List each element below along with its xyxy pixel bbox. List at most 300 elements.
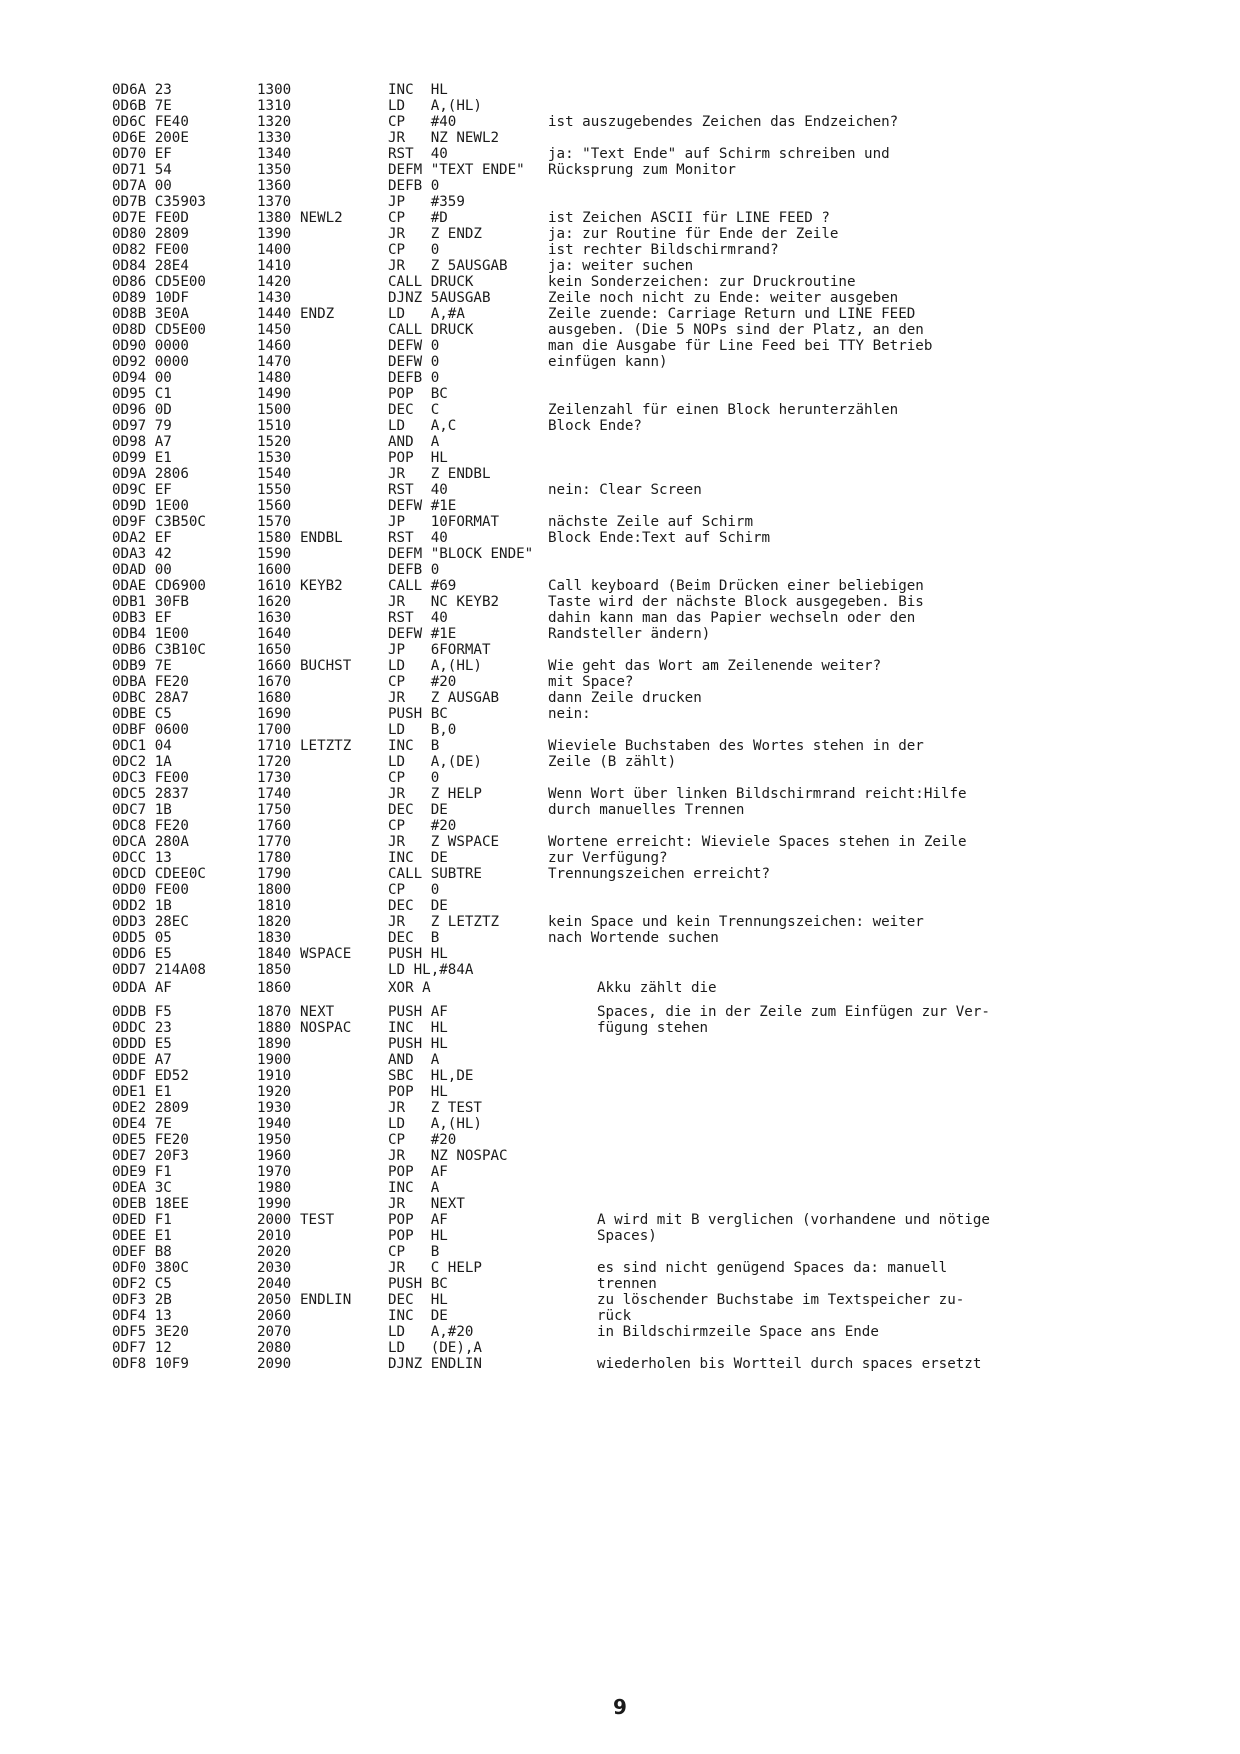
comment-text: trennen bbox=[597, 1276, 657, 1292]
address-hex: 0DDD E5 bbox=[112, 1036, 172, 1052]
line-number: 1550 bbox=[257, 482, 292, 498]
listing-row bbox=[0, 386, 1240, 403]
listing-row bbox=[0, 114, 1240, 131]
address-hex: 0D95 C1 bbox=[112, 386, 172, 402]
asm-label: NEWL2 bbox=[300, 210, 343, 226]
address-hex: 0DC7 1B bbox=[112, 802, 172, 818]
comment-text: kein Space und kein Trennungszeichen: weiter bbox=[548, 914, 924, 930]
listing-row bbox=[0, 1180, 1240, 1197]
address-hex: 0DF4 13 bbox=[112, 1308, 172, 1324]
instruction: DEFM "TEXT ENDE" bbox=[388, 162, 525, 178]
address-hex: 0D99 E1 bbox=[112, 450, 172, 466]
address-hex: 0DE5 FE20 bbox=[112, 1132, 189, 1148]
line-number: 1320 bbox=[257, 114, 292, 130]
line-number: 1370 bbox=[257, 194, 292, 210]
instruction: CP #20 bbox=[388, 818, 457, 834]
instruction: LD A,(HL) bbox=[388, 1116, 482, 1132]
comment-text: ausgeben. (Die 5 NOPs sind der Platz, an den bbox=[548, 322, 924, 338]
address-hex: 0D8B 3E0A bbox=[112, 306, 189, 322]
address-hex: 0DD6 E5 bbox=[112, 946, 172, 962]
asm-label: ENDZ bbox=[300, 306, 335, 322]
listing-row bbox=[0, 338, 1240, 355]
asm-label: KEYB2 bbox=[300, 578, 343, 594]
line-number: 1340 bbox=[257, 146, 292, 162]
listing-row bbox=[0, 802, 1240, 819]
line-number: 1890 bbox=[257, 1036, 292, 1052]
line-number: 1960 bbox=[257, 1148, 292, 1164]
listing-row bbox=[0, 722, 1240, 739]
address-hex: 0DBF 0600 bbox=[112, 722, 189, 738]
instruction: INC B bbox=[388, 738, 440, 754]
line-number: 1430 bbox=[257, 290, 292, 306]
listing-row bbox=[0, 818, 1240, 835]
line-number: 2010 bbox=[257, 1228, 292, 1244]
instruction: POP HL bbox=[388, 1228, 448, 1244]
instruction: POP BC bbox=[388, 386, 448, 402]
instruction: CP #D bbox=[388, 210, 448, 226]
line-number: 1310 bbox=[257, 98, 292, 114]
listing-row bbox=[0, 258, 1240, 275]
address-hex: 0DA3 42 bbox=[112, 546, 172, 562]
comment-text: Wieviele Buchstaben des Wortes stehen in der bbox=[548, 738, 924, 754]
instruction: DEFW #1E bbox=[388, 498, 457, 514]
listing-row bbox=[0, 530, 1240, 547]
address-hex: 0DDB F5 bbox=[112, 1004, 172, 1020]
listing-row bbox=[0, 1260, 1240, 1277]
comment-text: fügung stehen bbox=[597, 1020, 709, 1036]
address-hex: 0DDC 23 bbox=[112, 1020, 172, 1036]
listing-row bbox=[0, 946, 1240, 963]
instruction: LD A,(DE) bbox=[388, 754, 482, 770]
line-number: 1360 bbox=[257, 178, 292, 194]
comment-text: in Bildschirmzeile Space ans Ende bbox=[597, 1324, 879, 1340]
address-hex: 0DD3 28EC bbox=[112, 914, 189, 930]
line-number: 1980 bbox=[257, 1180, 292, 1196]
listing-row bbox=[0, 1148, 1240, 1165]
address-hex: 0DBE C5 bbox=[112, 706, 172, 722]
instruction: JR NEXT bbox=[388, 1196, 465, 1212]
line-number: 1720 bbox=[257, 754, 292, 770]
line-number: 1350 bbox=[257, 162, 292, 178]
instruction: SBC HL,DE bbox=[388, 1068, 474, 1084]
line-number: 1950 bbox=[257, 1132, 292, 1148]
address-hex: 0DF2 C5 bbox=[112, 1276, 172, 1292]
instruction: DEC C bbox=[388, 402, 440, 418]
listing-row bbox=[0, 866, 1240, 883]
line-number: 1870 bbox=[257, 1004, 292, 1020]
instruction: DEFB 0 bbox=[388, 178, 440, 194]
listing-row bbox=[0, 658, 1240, 675]
comment-text: nein: bbox=[548, 706, 591, 722]
instruction: DEFW 0 bbox=[388, 354, 440, 370]
line-number: 2060 bbox=[257, 1308, 292, 1324]
address-hex: 0D84 28E4 bbox=[112, 258, 189, 274]
listing-row bbox=[0, 706, 1240, 723]
instruction: RST 40 bbox=[388, 530, 448, 546]
listing-row bbox=[0, 930, 1240, 947]
address-hex: 0DE9 F1 bbox=[112, 1164, 172, 1180]
listing-row bbox=[0, 770, 1240, 787]
instruction: CALL #69 bbox=[388, 578, 457, 594]
listing-row bbox=[0, 402, 1240, 419]
comment-text: Randsteller ändern) bbox=[548, 626, 711, 642]
line-number: 1580 bbox=[257, 530, 292, 546]
line-number: 1910 bbox=[257, 1068, 292, 1084]
asm-label: ENDLIN bbox=[300, 1292, 352, 1308]
line-number: 2080 bbox=[257, 1340, 292, 1356]
address-hex: 0D9D 1E00 bbox=[112, 498, 189, 514]
listing-row bbox=[0, 738, 1240, 755]
comment-text: Zeile (B zählt) bbox=[548, 754, 677, 770]
instruction: LD A,(HL) bbox=[388, 658, 482, 674]
comment-text: ja: weiter suchen bbox=[548, 258, 694, 274]
listing-row bbox=[0, 242, 1240, 259]
line-number: 1460 bbox=[257, 338, 292, 354]
listing-row bbox=[0, 194, 1240, 211]
instruction: JR Z ENDBL bbox=[388, 466, 491, 482]
line-number: 1570 bbox=[257, 514, 292, 530]
comment-text: Rücksprung zum Monitor bbox=[548, 162, 736, 178]
address-hex: 0DC5 2837 bbox=[112, 786, 189, 802]
listing-row bbox=[0, 450, 1240, 467]
instruction: CALL DRUCK bbox=[388, 274, 474, 290]
line-number: 1930 bbox=[257, 1100, 292, 1116]
listing-row bbox=[0, 1340, 1240, 1357]
listing-row bbox=[0, 274, 1240, 291]
listing-row bbox=[0, 850, 1240, 867]
line-number: 1750 bbox=[257, 802, 292, 818]
comment-text: A wird mit B verglichen (vorhandene und nötige bbox=[597, 1212, 990, 1228]
instruction: JR NZ NOSPAC bbox=[388, 1148, 508, 1164]
line-number: 1710 bbox=[257, 738, 292, 754]
address-hex: 0D6A 23 bbox=[112, 82, 172, 98]
instruction: JR Z AUSGAB bbox=[388, 690, 500, 706]
instruction: POP HL bbox=[388, 1084, 448, 1100]
listing-row bbox=[0, 1244, 1240, 1261]
listing-row bbox=[0, 642, 1240, 659]
listing-row bbox=[0, 210, 1240, 227]
listing-row bbox=[0, 98, 1240, 115]
line-number: 1670 bbox=[257, 674, 292, 690]
address-hex: 0DF5 3E20 bbox=[112, 1324, 189, 1340]
listing-row bbox=[0, 562, 1240, 579]
address-hex: 0D97 79 bbox=[112, 418, 172, 434]
instruction: PUSH BC bbox=[388, 1276, 448, 1292]
instruction: POP HL bbox=[388, 450, 448, 466]
listing-row bbox=[0, 674, 1240, 691]
listing-row bbox=[0, 1116, 1240, 1133]
listing-row bbox=[0, 594, 1240, 611]
address-hex: 0D9C EF bbox=[112, 482, 172, 498]
line-number: 1680 bbox=[257, 690, 292, 706]
line-number: 1490 bbox=[257, 386, 292, 402]
instruction: DJNZ 5AUSGAB bbox=[388, 290, 491, 306]
line-number: 1730 bbox=[257, 770, 292, 786]
line-number: 1450 bbox=[257, 322, 292, 338]
address-hex: 0DB9 7E bbox=[112, 658, 172, 674]
listing-row bbox=[0, 1036, 1240, 1053]
line-number: 1780 bbox=[257, 850, 292, 866]
listing-row bbox=[0, 226, 1240, 243]
listing-row bbox=[0, 546, 1240, 563]
comment-text: dahin kann man das Papier wechseln oder den bbox=[548, 610, 916, 626]
address-hex: 0DB1 30FB bbox=[112, 594, 189, 610]
address-hex: 0DF8 10F9 bbox=[112, 1356, 189, 1372]
address-hex: 0DA2 EF bbox=[112, 530, 172, 546]
line-number: 1940 bbox=[257, 1116, 292, 1132]
comment-text: nein: Clear Screen bbox=[548, 482, 702, 498]
comment-text: Spaces, die in der Zeile zum Einfügen zur Ver- bbox=[597, 1004, 990, 1020]
asm-label: TEST bbox=[300, 1212, 335, 1228]
listing-row bbox=[0, 498, 1240, 515]
address-hex: 0DBC 28A7 bbox=[112, 690, 189, 706]
instruction: AND A bbox=[388, 434, 440, 450]
line-number: 1400 bbox=[257, 242, 292, 258]
comment-text: Taste wird der nächste Block ausgegeben. Bis bbox=[548, 594, 924, 610]
address-hex: 0D98 A7 bbox=[112, 434, 172, 450]
listing-row bbox=[0, 306, 1240, 323]
listing-row bbox=[0, 1292, 1240, 1309]
instruction: JP 10FORMAT bbox=[388, 514, 500, 530]
instruction: INC HL bbox=[388, 82, 448, 98]
instruction: LD A,C bbox=[388, 418, 457, 434]
instruction: JR Z WSPACE bbox=[388, 834, 500, 850]
address-hex: 0DEF B8 bbox=[112, 1244, 172, 1260]
line-number: 1990 bbox=[257, 1196, 292, 1212]
listing-row bbox=[0, 1052, 1240, 1069]
comment-text: ist rechter Bildschirmrand? bbox=[548, 242, 779, 258]
address-hex: 0DE1 E1 bbox=[112, 1084, 172, 1100]
instruction: LD A,#20 bbox=[388, 1324, 474, 1340]
line-number: 1920 bbox=[257, 1084, 292, 1100]
instruction: DEFW 0 bbox=[388, 338, 440, 354]
line-number: 1860 bbox=[257, 980, 292, 996]
listing-row bbox=[0, 980, 1240, 997]
address-hex: 0DD0 FE00 bbox=[112, 882, 189, 898]
address-hex: 0D96 0D bbox=[112, 402, 172, 418]
instruction: JR Z LETZTZ bbox=[388, 914, 500, 930]
address-hex: 0DE7 20F3 bbox=[112, 1148, 189, 1164]
address-hex: 0DB3 EF bbox=[112, 610, 172, 626]
instruction: XOR A bbox=[388, 980, 431, 996]
address-hex: 0D70 EF bbox=[112, 146, 172, 162]
address-hex: 0DED F1 bbox=[112, 1212, 172, 1228]
comment-text: Spaces) bbox=[597, 1228, 657, 1244]
address-hex: 0DD7 214A08 bbox=[112, 962, 206, 978]
instruction: DEC DE bbox=[388, 802, 448, 818]
instruction: CP B bbox=[388, 1244, 440, 1260]
address-hex: 0D6C FE40 bbox=[112, 114, 189, 130]
instruction: DEFW #1E bbox=[388, 626, 457, 642]
comment-text: dann Zeile drucken bbox=[548, 690, 702, 706]
line-number: 1330 bbox=[257, 130, 292, 146]
listing-row bbox=[0, 1276, 1240, 1293]
address-hex: 0D6B 7E bbox=[112, 98, 172, 114]
listing-row bbox=[0, 882, 1240, 899]
instruction: LD (DE),A bbox=[388, 1340, 482, 1356]
instruction: JP 6FORMAT bbox=[388, 642, 491, 658]
address-hex: 0D94 00 bbox=[112, 370, 172, 386]
line-number: 1630 bbox=[257, 610, 292, 626]
instruction: CP 0 bbox=[388, 882, 440, 898]
address-hex: 0D71 54 bbox=[112, 162, 172, 178]
instruction: CP #40 bbox=[388, 114, 457, 130]
address-hex: 0DC8 FE20 bbox=[112, 818, 189, 834]
line-number: 1700 bbox=[257, 722, 292, 738]
instruction: JR Z ENDZ bbox=[388, 226, 482, 242]
address-hex: 0DB4 1E00 bbox=[112, 626, 189, 642]
listing-row bbox=[0, 754, 1240, 771]
instruction: DEFM "BLOCK ENDE" bbox=[388, 546, 534, 562]
comment-text: nach Wortende suchen bbox=[548, 930, 719, 946]
line-number: 1600 bbox=[257, 562, 292, 578]
listing-row bbox=[0, 162, 1240, 179]
instruction: JR Z HELP bbox=[388, 786, 482, 802]
address-hex: 0D80 2809 bbox=[112, 226, 189, 242]
line-number: 1850 bbox=[257, 962, 292, 978]
instruction: INC DE bbox=[388, 1308, 448, 1324]
address-hex: 0D92 0000 bbox=[112, 354, 189, 370]
instruction: PUSH HL bbox=[388, 1036, 448, 1052]
instruction: RST 40 bbox=[388, 146, 448, 162]
line-number: 1820 bbox=[257, 914, 292, 930]
line-number: 1790 bbox=[257, 866, 292, 882]
address-hex: 0D89 10DF bbox=[112, 290, 189, 306]
address-hex: 0DF0 380C bbox=[112, 1260, 189, 1276]
instruction: PUSH AF bbox=[388, 1004, 448, 1020]
instruction: INC HL bbox=[388, 1020, 448, 1036]
instruction: RST 40 bbox=[388, 610, 448, 626]
listing-row bbox=[0, 1212, 1240, 1229]
instruction: DEFB 0 bbox=[388, 562, 440, 578]
asm-label: WSPACE bbox=[300, 946, 352, 962]
listing-row bbox=[0, 434, 1240, 451]
address-hex: 0DCD CDEE0C bbox=[112, 866, 206, 882]
comment-text: zur Verfügung? bbox=[548, 850, 668, 866]
address-hex: 0DC2 1A bbox=[112, 754, 172, 770]
listing-row bbox=[0, 1020, 1240, 1037]
asm-label: BUCHST bbox=[300, 658, 352, 674]
comment-text: zu löschender Buchstabe im Textspeicher zu- bbox=[597, 1292, 965, 1308]
address-hex: 0D7A 00 bbox=[112, 178, 172, 194]
line-number: 1390 bbox=[257, 226, 292, 242]
instruction: JR Z TEST bbox=[388, 1100, 482, 1116]
instruction: LD A,(HL) bbox=[388, 98, 482, 114]
instruction: DEC HL bbox=[388, 1292, 448, 1308]
address-hex: 0DC3 FE00 bbox=[112, 770, 189, 786]
address-hex: 0DAE CD6900 bbox=[112, 578, 206, 594]
instruction: CP #20 bbox=[388, 1132, 457, 1148]
comment-text: Wortene erreicht: Wieviele Spaces stehen in Zeile bbox=[548, 834, 967, 850]
line-number: 2050 bbox=[257, 1292, 292, 1308]
listing-row bbox=[0, 354, 1240, 371]
line-number: 1840 bbox=[257, 946, 292, 962]
listing-row bbox=[0, 1100, 1240, 1117]
address-hex: 0D7B C35903 bbox=[112, 194, 206, 210]
asm-label: NEXT bbox=[300, 1004, 335, 1020]
line-number: 1590 bbox=[257, 546, 292, 562]
line-number: 1880 bbox=[257, 1020, 292, 1036]
line-number: 1420 bbox=[257, 274, 292, 290]
line-number: 1690 bbox=[257, 706, 292, 722]
line-number: 1800 bbox=[257, 882, 292, 898]
line-number: 1520 bbox=[257, 434, 292, 450]
address-hex: 0D6E 200E bbox=[112, 130, 189, 146]
listing-row bbox=[0, 178, 1240, 195]
line-number: 2020 bbox=[257, 1244, 292, 1260]
comment-text: ist Zeichen ASCII für LINE FEED ? bbox=[548, 210, 830, 226]
comment-text: kein Sonderzeichen: zur Druckroutine bbox=[548, 274, 856, 290]
address-hex: 0D9A 2806 bbox=[112, 466, 189, 482]
line-number: 1770 bbox=[257, 834, 292, 850]
instruction: DEFB 0 bbox=[388, 370, 440, 386]
instruction: POP AF bbox=[388, 1212, 448, 1228]
line-number: 1650 bbox=[257, 642, 292, 658]
listing-row bbox=[0, 914, 1240, 931]
asm-label: LETZTZ bbox=[300, 738, 352, 754]
instruction: CP #20 bbox=[388, 674, 457, 690]
instruction: DJNZ ENDLIN bbox=[388, 1356, 482, 1372]
address-hex: 0DAD 00 bbox=[112, 562, 172, 578]
line-number: 2030 bbox=[257, 1260, 292, 1276]
listing-row bbox=[0, 370, 1240, 387]
address-hex: 0DCA 280A bbox=[112, 834, 189, 850]
comment-text: Block Ende? bbox=[548, 418, 642, 434]
listing-row bbox=[0, 786, 1240, 803]
address-hex: 0DEE E1 bbox=[112, 1228, 172, 1244]
line-number: 1660 bbox=[257, 658, 292, 674]
address-hex: 0DCC 13 bbox=[112, 850, 172, 866]
comment-text: Wenn Wort über linken Bildschirmrand reicht:Hilfe bbox=[548, 786, 967, 802]
line-number: 1640 bbox=[257, 626, 292, 642]
line-number: 1380 bbox=[257, 210, 292, 226]
comment-text: rück bbox=[597, 1308, 632, 1324]
line-number: 1300 bbox=[257, 82, 292, 98]
instruction: CALL SUBTRE bbox=[388, 866, 482, 882]
comment-text: Zeile noch nicht zu Ende: weiter ausgeben bbox=[548, 290, 899, 306]
instruction: CP 0 bbox=[388, 242, 440, 258]
line-number: 1470 bbox=[257, 354, 292, 370]
address-hex: 0DDF ED52 bbox=[112, 1068, 189, 1084]
listing-row bbox=[0, 514, 1240, 531]
instruction: JR C HELP bbox=[388, 1260, 482, 1276]
instruction: PUSH BC bbox=[388, 706, 448, 722]
address-hex: 0DD2 1B bbox=[112, 898, 172, 914]
line-number: 2090 bbox=[257, 1356, 292, 1372]
listing-row bbox=[0, 466, 1240, 483]
line-number: 1480 bbox=[257, 370, 292, 386]
instruction: LD A,#A bbox=[388, 306, 465, 322]
listing-row bbox=[0, 578, 1240, 595]
line-number: 1500 bbox=[257, 402, 292, 418]
comment-text: wiederholen bis Wortteil durch spaces ersetzt bbox=[597, 1356, 982, 1372]
line-number: 1560 bbox=[257, 498, 292, 514]
line-number: 1610 bbox=[257, 578, 292, 594]
comment-text: nächste Zeile auf Schirm bbox=[548, 514, 753, 530]
listing-row bbox=[0, 834, 1240, 851]
line-number: 2000 bbox=[257, 1212, 292, 1228]
comment-text: Trennungszeichen erreicht? bbox=[548, 866, 771, 882]
instruction: CALL DRUCK bbox=[388, 322, 474, 338]
line-number: 1440 bbox=[257, 306, 292, 322]
comment-text: Zeile zuende: Carriage Return und LINE FEED bbox=[548, 306, 916, 322]
line-number: 1810 bbox=[257, 898, 292, 914]
line-number: 1830 bbox=[257, 930, 292, 946]
line-number: 2040 bbox=[257, 1276, 292, 1292]
line-number: 1740 bbox=[257, 786, 292, 802]
line-number: 1760 bbox=[257, 818, 292, 834]
instruction: DEC B bbox=[388, 930, 440, 946]
